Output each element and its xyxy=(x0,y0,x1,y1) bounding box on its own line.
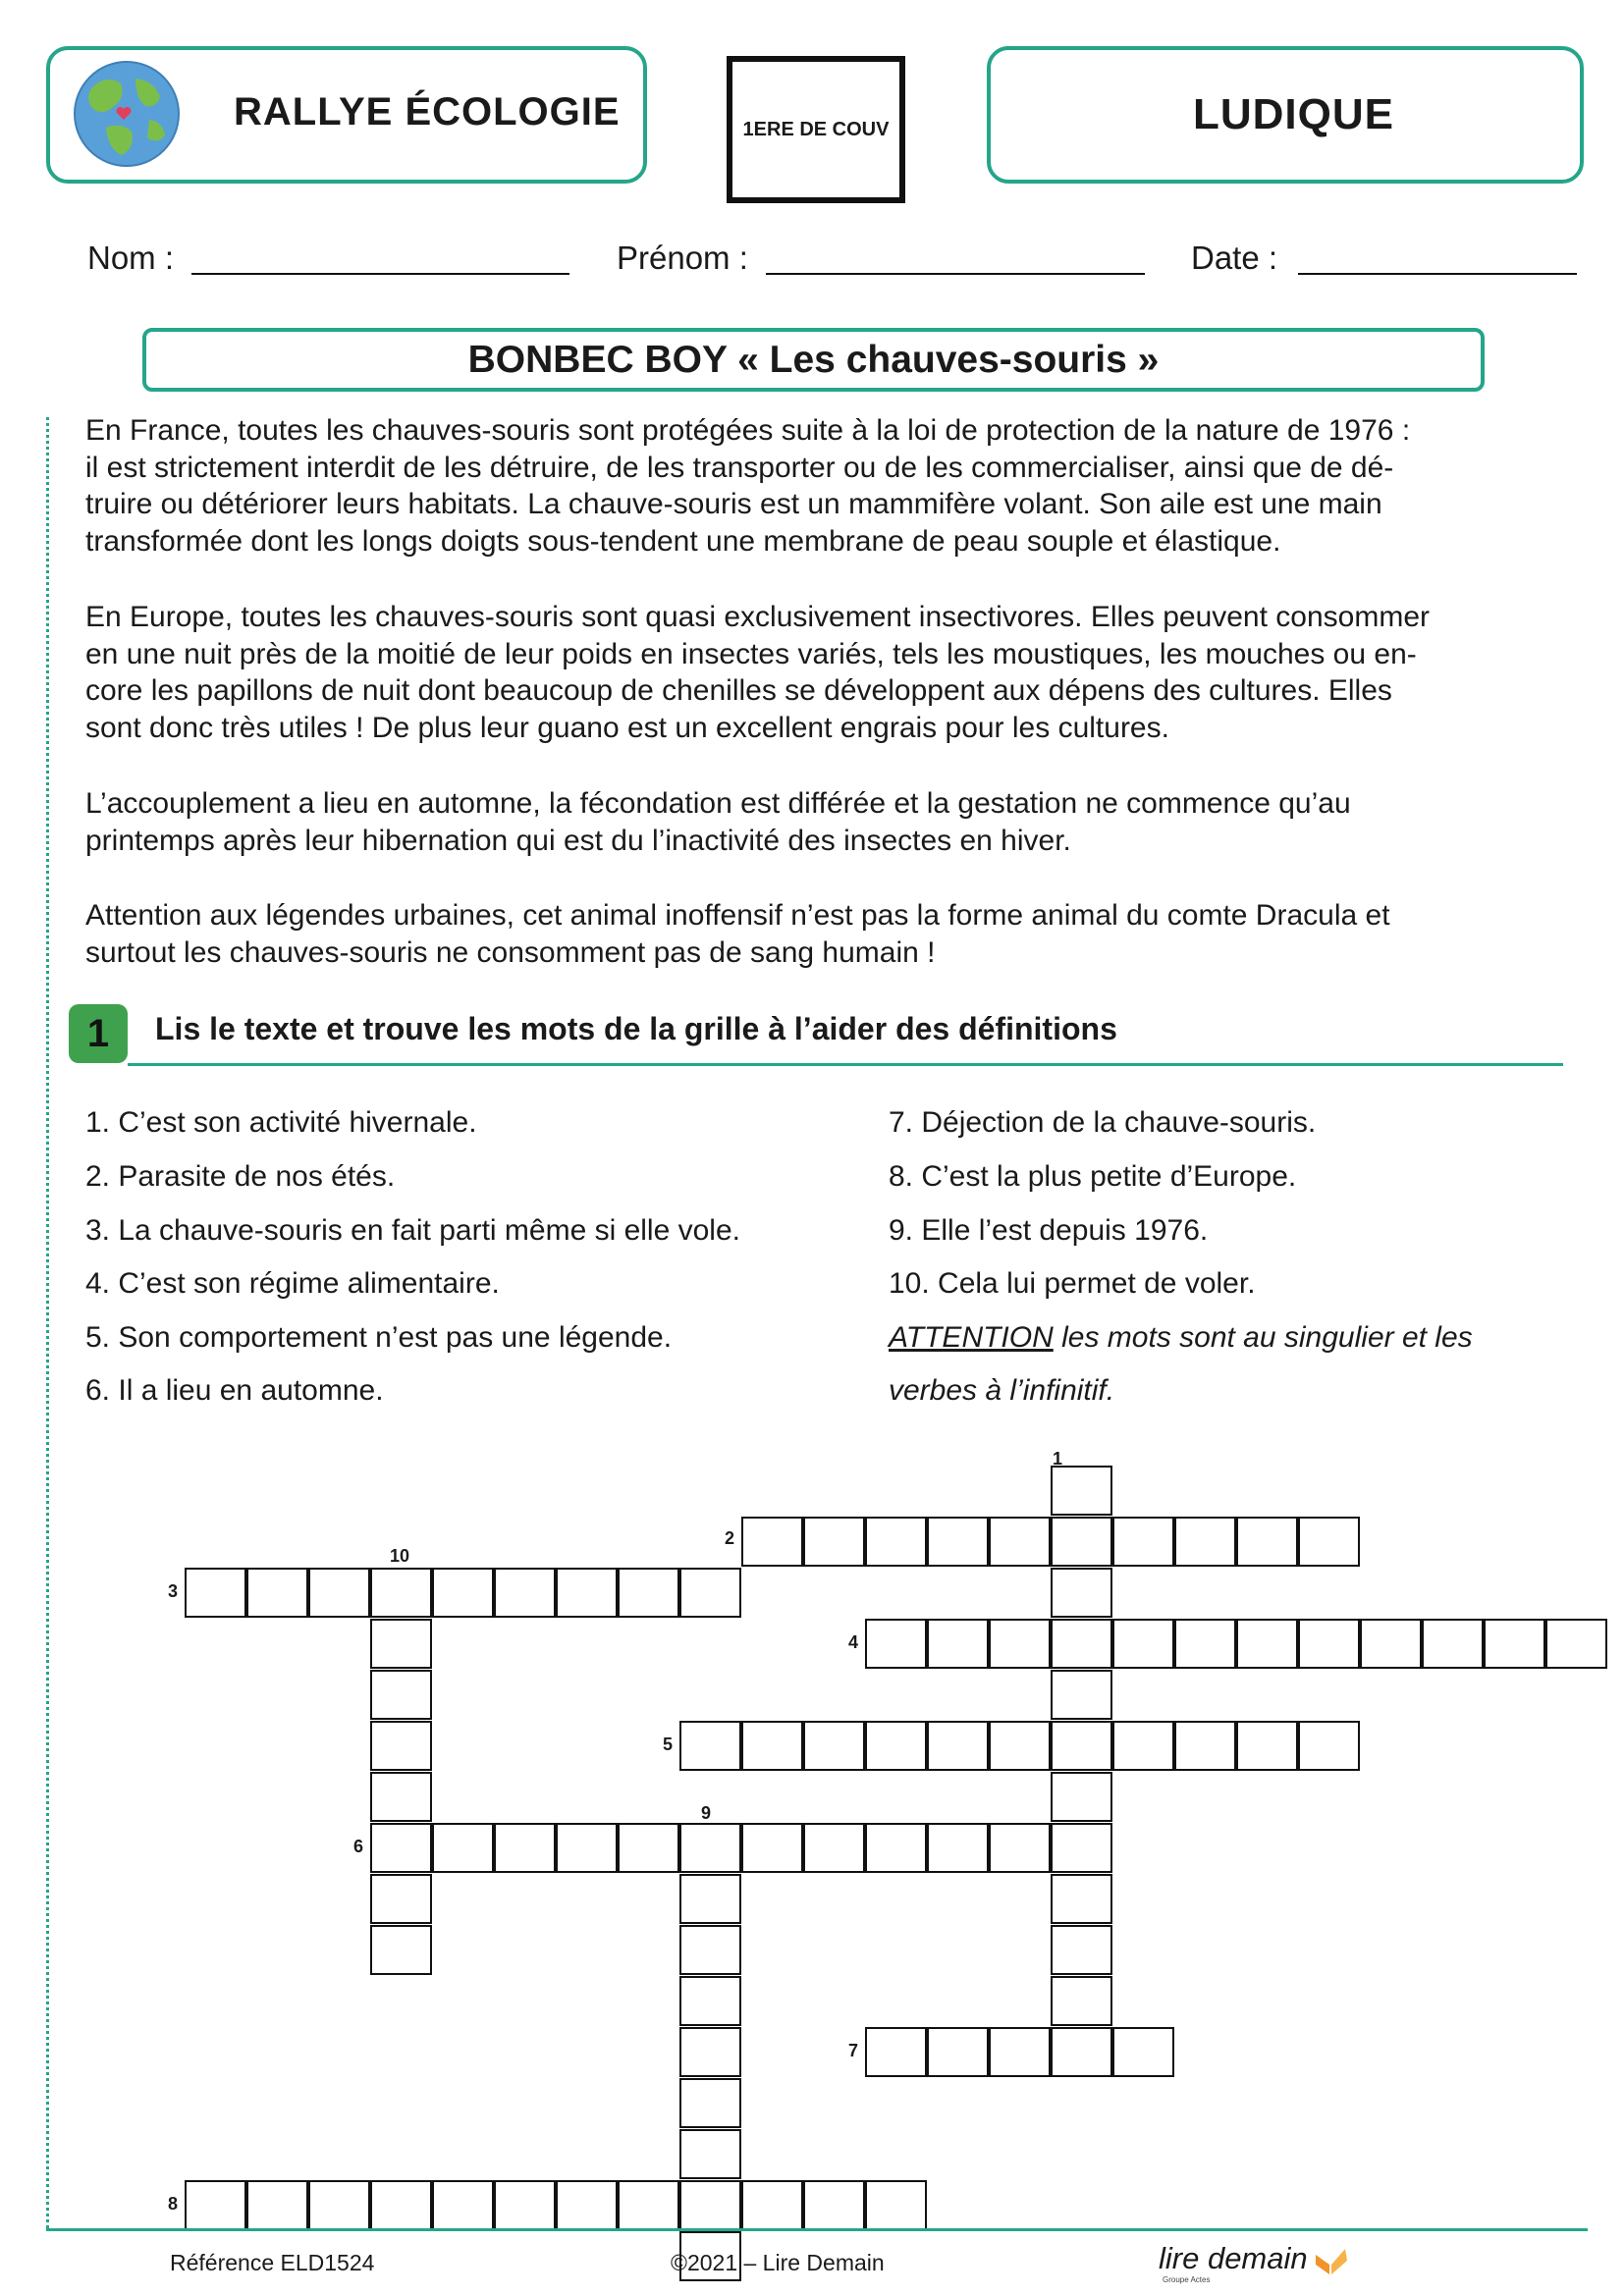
definition-8: 8. C’est la plus petite d’Europe. xyxy=(889,1160,1297,1193)
globe-icon xyxy=(67,59,187,169)
attention-word: ATTENTION xyxy=(889,1321,1054,1354)
crossword-cell[interactable] xyxy=(1484,1619,1545,1669)
crossword-cell[interactable] xyxy=(1051,1568,1112,1618)
crossword-cell[interactable] xyxy=(556,1823,618,1873)
footer-copyright: ©2021 – Lire Demain xyxy=(671,2250,885,2275)
date-field[interactable] xyxy=(1298,273,1577,275)
crossword-cell[interactable] xyxy=(185,2180,246,2230)
crossword-cell[interactable] xyxy=(494,1823,556,1873)
crossword-cell[interactable] xyxy=(865,2027,927,2077)
crossword-cell[interactable] xyxy=(1236,1517,1298,1567)
crossword-cell[interactable] xyxy=(927,1823,989,1873)
crossword-cell[interactable] xyxy=(370,1772,432,1822)
crossword-cell[interactable] xyxy=(618,1568,679,1618)
crossword-cell[interactable] xyxy=(1051,1925,1112,1975)
crossword-cell[interactable] xyxy=(679,2129,741,2179)
crossword-cell[interactable] xyxy=(1051,1670,1112,1720)
clue-number-6: 6 xyxy=(353,1837,364,1856)
clue-number-3: 3 xyxy=(168,1581,179,1601)
dotted-margin-line xyxy=(46,417,49,2228)
definition-3: 3. La chauve-souris en fait parti même si elle vole. xyxy=(85,1214,740,1247)
crossword-cell[interactable] xyxy=(432,2180,494,2230)
crossword-cell[interactable] xyxy=(1051,1772,1112,1822)
page-title-box xyxy=(142,328,1485,392)
crossword-cell[interactable] xyxy=(1112,1721,1174,1771)
crossword-cell[interactable] xyxy=(679,2180,741,2230)
definition-2: 2. Parasite de nos étés. xyxy=(85,1160,396,1193)
definition-10: 10. Cela lui permet de voler. xyxy=(889,1267,1256,1300)
crossword-cell[interactable] xyxy=(741,2180,803,2230)
crossword-cell[interactable] xyxy=(865,1721,927,1771)
crossword-cell[interactable] xyxy=(370,1619,432,1669)
date-label: Date : xyxy=(1191,240,1278,276)
nom-field[interactable] xyxy=(191,273,569,275)
crossword-cell[interactable] xyxy=(865,2180,927,2230)
crossword-cell[interactable] xyxy=(432,1823,494,1873)
crossword-cell[interactable] xyxy=(1360,1619,1422,1669)
page-title: BONBEC BOY « Les chauves-souris » xyxy=(467,338,1160,381)
attention-note-line2: verbes à l’infinitif. xyxy=(889,1374,1115,1407)
crossword-cell[interactable] xyxy=(1422,1619,1484,1669)
crossword-cell[interactable] xyxy=(679,2078,741,2128)
crossword-cell[interactable] xyxy=(308,1568,370,1618)
crossword-cell[interactable] xyxy=(1174,1517,1236,1567)
crossword-cell[interactable] xyxy=(370,1874,432,1924)
crossword-cell[interactable] xyxy=(741,1721,803,1771)
definition-7: 7. Déjection de la chauve-souris. xyxy=(889,1106,1317,1139)
crossword-cell[interactable] xyxy=(1545,1619,1607,1669)
exercise-number: 1 xyxy=(86,1011,110,1055)
crossword-cell[interactable] xyxy=(989,1721,1051,1771)
clue-number-8: 8 xyxy=(168,2194,179,2214)
crossword-cell[interactable] xyxy=(865,1823,927,1873)
definition-6: 6. Il a lieu en automne. xyxy=(85,1374,384,1407)
crossword-cell[interactable] xyxy=(432,1568,494,1618)
crossword-cell[interactable] xyxy=(246,2180,308,2230)
crossword-cell[interactable] xyxy=(1051,2027,1112,2077)
definition-5: 5. Son comportement n’est pas une légende. xyxy=(85,1321,673,1354)
definition-4: 4. C’est son régime alimentaire. xyxy=(85,1267,500,1300)
crossword-cell[interactable] xyxy=(556,2180,618,2230)
crossword-cell[interactable] xyxy=(1236,1619,1298,1669)
crossword-cell[interactable] xyxy=(1051,1874,1112,1924)
crossword-cell[interactable] xyxy=(1051,1976,1112,2026)
nom-label: Nom : xyxy=(87,240,175,276)
cover-label-box xyxy=(727,56,905,203)
crossword-cell[interactable] xyxy=(989,1517,1051,1567)
crossword-cell[interactable] xyxy=(370,1568,432,1618)
crossword-cell[interactable] xyxy=(1298,1517,1360,1567)
paragraph-4: Attention aux légendes urbaines, cet animal inoffensif n’est pas la forme animal du comte Dracula et surtout les chauves-souris ne consomment pas de sang humain ! xyxy=(85,899,1390,969)
crossword-cell[interactable] xyxy=(1298,1721,1360,1771)
rallye-title: RALLYE ÉCOLOGIE xyxy=(234,90,621,133)
crossword-cell[interactable] xyxy=(1174,1721,1236,1771)
exercise-number-badge xyxy=(69,1004,128,1063)
crossword-cell[interactable] xyxy=(679,1823,741,1873)
crossword-cell[interactable] xyxy=(1051,1517,1112,1567)
crossword-cell[interactable] xyxy=(1051,1721,1112,1771)
clue-number-5: 5 xyxy=(663,1735,674,1754)
crossword-cell[interactable] xyxy=(1051,1466,1112,1516)
crossword-cell[interactable] xyxy=(370,1823,432,1873)
clue-number-10: 10 xyxy=(390,1546,410,1566)
crossword-cell[interactable] xyxy=(494,2180,556,2230)
crossword-cell[interactable] xyxy=(865,1619,927,1669)
exercise-instruction: Lis le texte et trouve les mots de la grille à l’aider des définitions xyxy=(155,1011,1117,1046)
crossword-cell[interactable] xyxy=(989,1619,1051,1669)
crossword-cell[interactable] xyxy=(1112,2027,1174,2077)
clue-number-9: 9 xyxy=(701,1803,712,1823)
footer-rule xyxy=(46,2228,1588,2231)
crossword-cell[interactable] xyxy=(1112,1619,1174,1669)
paragraph-1: En France, toutes les chauves-souris sont protégées suite à la loi de protection de la nature de 1976 : il est strictement interdit de les détruire, de les transporter ou de les commercialiser, ainsi que de dé- truire ou détériorer leurs habitats. La chauve-souris est un mammifère volant. Son aile est une main transformée dont les longs doigts sous-tendent une membrane de peau souple et élastique. xyxy=(85,414,1411,558)
crossword-cell[interactable] xyxy=(679,1721,741,1771)
clue-number-7: 7 xyxy=(848,2041,859,2060)
attention-text: les mots sont au singulier et les xyxy=(1053,1321,1473,1354)
crossword-cell[interactable] xyxy=(618,1823,679,1873)
logo-text: lire demain xyxy=(1159,2241,1308,2275)
crossword-cell[interactable] xyxy=(741,1517,803,1567)
crossword-cell[interactable] xyxy=(370,2180,432,2230)
prenom-field[interactable] xyxy=(766,273,1145,275)
crossword-cell[interactable] xyxy=(679,2027,741,2077)
crossword-cell[interactable] xyxy=(1174,1619,1236,1669)
crossword-cell[interactable] xyxy=(1051,1619,1112,1669)
crossword-cell[interactable] xyxy=(556,1568,618,1618)
crossword-cell[interactable] xyxy=(803,1517,865,1567)
paragraph-3: L’accouplement a lieu en automne, la fécondation est différée et la gestation ne commence qu’au printemps après leur hibernation qui est du l’inactivité des insectes en hiver. xyxy=(85,787,1351,857)
crossword-cell[interactable] xyxy=(679,1925,741,1975)
crossword-cell[interactable] xyxy=(494,1568,556,1618)
logo-subtext: Groupe Actes xyxy=(1163,2275,1211,2284)
footer-reference: Référence ELD1524 xyxy=(170,2250,375,2275)
crossword-cell[interactable] xyxy=(927,1721,989,1771)
crossword-cell[interactable] xyxy=(989,1823,1051,1873)
crossword-cell[interactable] xyxy=(370,1925,432,1975)
crossword-cell[interactable] xyxy=(185,1568,246,1618)
crossword-cell[interactable] xyxy=(679,1874,741,1924)
crossword-cell[interactable] xyxy=(927,1619,989,1669)
crossword-cell[interactable] xyxy=(1298,1619,1360,1669)
crossword-cell[interactable] xyxy=(989,2027,1051,2077)
paragraph-2: En Europe, toutes les chauves-souris sont quasi exclusivement insectivores. Elles peuvent consommer en une nuit près de la moitié de leur poids en insectes variés, tels les moustiques, les mouches ou en- core les papillons de nuit dont beaucoup de chenilles se développent aux dépens des cultures. Elles sont donc très utiles ! De plus leur guano est un excellent engrais pour les cultures. xyxy=(85,601,1430,744)
prenom-label: Prénom : xyxy=(617,240,748,276)
crossword-cell[interactable] xyxy=(370,1721,432,1771)
definition-9: 9. Elle l’est depuis 1976. xyxy=(889,1214,1209,1247)
crossword-cell[interactable] xyxy=(1051,1823,1112,1873)
crossword-cell[interactable] xyxy=(927,2027,989,2077)
cover-label: 1ERE DE COUV xyxy=(742,118,890,140)
crossword-cell[interactable] xyxy=(308,2180,370,2230)
clue-number-4: 4 xyxy=(848,1632,859,1652)
crossword-cell[interactable] xyxy=(1236,1721,1298,1771)
crossword-cell[interactable] xyxy=(741,1823,803,1873)
crossword-cell[interactable] xyxy=(803,1823,865,1873)
lire-demain-logo xyxy=(1159,2241,1355,2290)
crossword-cell[interactable] xyxy=(679,1976,741,2026)
ludique-title: LUDIQUE xyxy=(1193,90,1394,138)
crossword-cell[interactable] xyxy=(1112,1517,1174,1567)
exercise-rule xyxy=(128,1063,1563,1066)
clue-number-1: 1 xyxy=(1053,1449,1063,1468)
attention-note xyxy=(889,1321,1473,1355)
logo-book-icon xyxy=(1312,2241,1351,2276)
crossword-cell[interactable] xyxy=(927,1517,989,1567)
crossword-cell[interactable] xyxy=(679,1568,741,1618)
crossword-cell[interactable] xyxy=(803,2180,865,2230)
crossword-cell[interactable] xyxy=(370,1670,432,1720)
crossword-cell[interactable] xyxy=(803,1721,865,1771)
definition-1: 1. C’est son activité hivernale. xyxy=(85,1106,477,1139)
crossword-cell[interactable] xyxy=(618,2180,679,2230)
clue-number-2: 2 xyxy=(725,1528,735,1548)
crossword-cell[interactable] xyxy=(246,1568,308,1618)
crossword-cell[interactable] xyxy=(865,1517,927,1567)
